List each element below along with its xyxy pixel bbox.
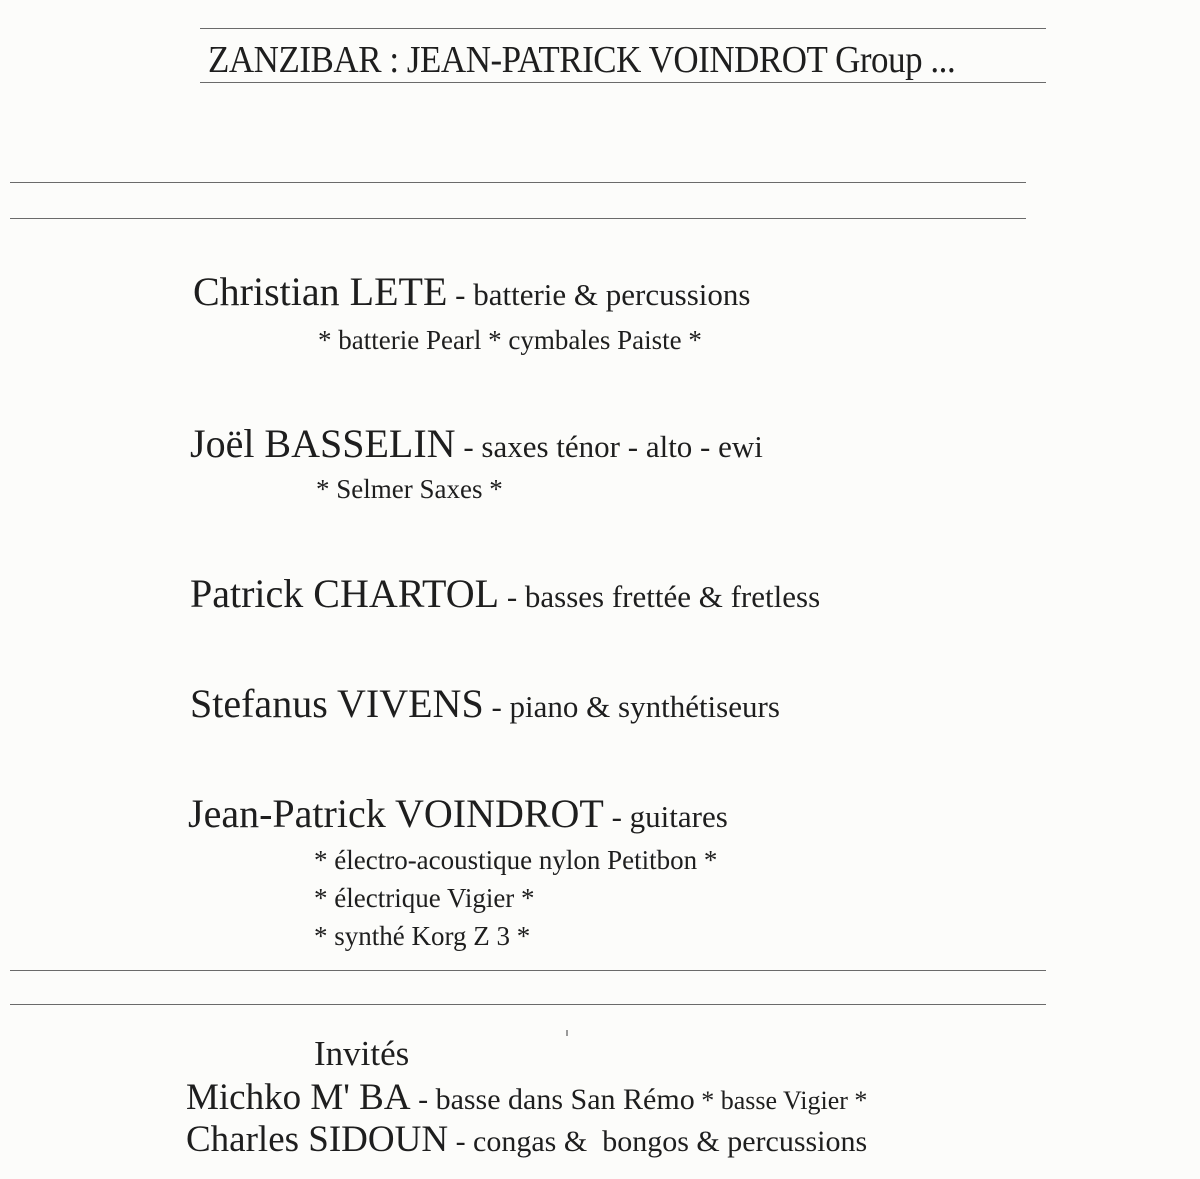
musician-3-role: - basses frettée & fretless bbox=[499, 579, 821, 614]
musician-3-name: Patrick CHARTOL bbox=[190, 571, 500, 616]
musician-1-detail-1: * batterie Pearl * cymbales Paiste * bbox=[318, 325, 702, 355]
musician-1-role: - batterie & percussions bbox=[447, 277, 751, 312]
musician-2-name: Joël BASSELIN bbox=[190, 421, 456, 466]
musician-5-role: - guitares bbox=[603, 799, 728, 834]
separator-rule-3 bbox=[10, 970, 1046, 971]
musician-4-line bbox=[190, 680, 780, 727]
guest-1-name: Michko M' BA bbox=[186, 1077, 411, 1118]
separator-rule-2 bbox=[10, 218, 1026, 219]
guest-1-role: - basse dans San Rémo bbox=[410, 1083, 695, 1116]
musician-5-detail-3: * synthé Korg Z 3 * bbox=[314, 921, 531, 951]
separator-rule-1 bbox=[10, 182, 1026, 183]
title-bottom-rule bbox=[200, 82, 1046, 83]
title-top-rule bbox=[200, 28, 1046, 29]
separator-rule-4 bbox=[10, 1004, 1046, 1005]
guest-2-name: Charles SIDOUN bbox=[186, 1119, 449, 1160]
musician-2-line bbox=[190, 420, 763, 467]
guest-1-extra: * basse Vigier * bbox=[694, 1086, 868, 1115]
musician-5-detail-1: * électro-acoustique nylon Petitbon * bbox=[314, 845, 718, 875]
musician-4-role: - piano & synthétiseurs bbox=[483, 689, 780, 724]
musician-5-detail-2: * électrique Vigier * bbox=[314, 883, 535, 913]
album-title: ZANZIBAR : JEAN-PATRICK VOINDROT Group ... bbox=[208, 39, 956, 81]
musician-5-name: Jean-Patrick VOINDROT bbox=[188, 791, 604, 836]
guest-1-line bbox=[186, 1076, 867, 1119]
musician-1-line bbox=[193, 268, 750, 315]
scan-speck bbox=[566, 1030, 568, 1036]
musician-1-name: Christian LETE bbox=[193, 269, 448, 314]
musician-5-line bbox=[188, 790, 728, 837]
musician-2-role: - saxes ténor - alto - ewi bbox=[455, 429, 763, 464]
musician-4-name: Stefanus VIVENS bbox=[190, 681, 484, 726]
guests-heading: Invités bbox=[314, 1034, 410, 1073]
guest-2-line bbox=[186, 1118, 867, 1161]
guest-2-role: - congas & bongos & percussions bbox=[448, 1125, 868, 1158]
musician-2-detail-1: * Selmer Saxes * bbox=[316, 474, 503, 504]
musician-3-line bbox=[190, 570, 820, 617]
